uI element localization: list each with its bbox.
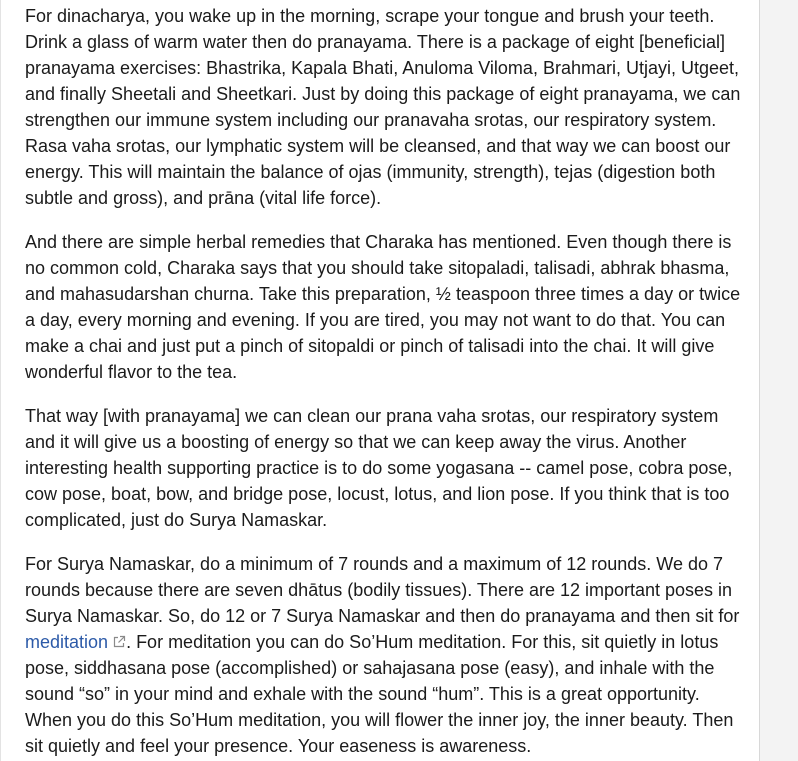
meditation-link[interactable] xyxy=(25,632,126,652)
paragraph-dinacharya: For dinacharya, you wake up in the morning, scrape your tongue and brush your teeth. Drink a glass of warm water then do pranayama. There is a package of eight [beneficial] pranayama exercises: Bhastrika, Kapala Bhati, Anuloma Viloma, Brahmari, Utjayi, Utgeet, and finally Sheetali and Sheetkari. Just by doing this package of eight pranayama, we can strengthen our immune system including our pranavaha srotas, our respiratory system. Rasa vaha srotas, our lymphatic system will be cleansed, and that way we can boost our energy. This will maintain the balance of ojas (immunity, strength), tejas (digestion both subtle and gross), and prāna (vital life force). xyxy=(25,6,741,208)
paragraph-herbal-remedies: And there are simple herbal remedies that Charaka has mentioned. Even though there is no common cold, Charaka says that you should take sitopaladi, talisadi, abhrak bhasma, and mahasudarshan churna. Take this preparation, ½ teaspoon three times a day or twice a day, every morning and evening. If you are tired, you may not want to do that. You can make a chai and just put a pinch of sitopaldi or pinch of talisadi into the chai. It will give wonderful flavor to the tea. xyxy=(25,232,741,382)
paragraph-surya-namaskar xyxy=(25,551,741,759)
paragraph-yogasana: That way [with pranayama] we can clean our prana vaha srotas, our respiratory system and it will give us a boosting of energy so that we can keep away the virus. Another interesting health supporting practice is to do some yogasana -- camel pose, cobra pose, cow pose, boat, bow, and bridge pose, locust, lotus, and lion pose. If you think that is too complicated, just do Surya Namaskar. xyxy=(25,406,733,530)
paragraph-text-before-link: For Surya Namaskar, do a minimum of 7 rounds and a maximum of 12 rounds. We do 7 rounds because there are seven dhātus (bodily tissues). There are 12 important poses in Surya Namaskar. So, do 12 or 7 Surya Namaskar and then do pranayama and then sit for xyxy=(25,554,740,626)
external-link-icon xyxy=(112,635,126,649)
meditation-link-label: meditation xyxy=(25,632,109,652)
article-body xyxy=(25,3,741,761)
paragraph-text-after-link: . For meditation you can do So’Hum meditation. For this, sit quietly in lotus pose, siddhasana pose (accomplished) or sahajasana pose (easy), and inhale with the sound “so” in your mind and exhale with the sound “hum”. This is a great opportunity. When you do this So’Hum meditation, you will flower the inner joy, the inner beauty. Then sit quietly and feel your presence. Your easeness is awareness. xyxy=(25,632,734,756)
